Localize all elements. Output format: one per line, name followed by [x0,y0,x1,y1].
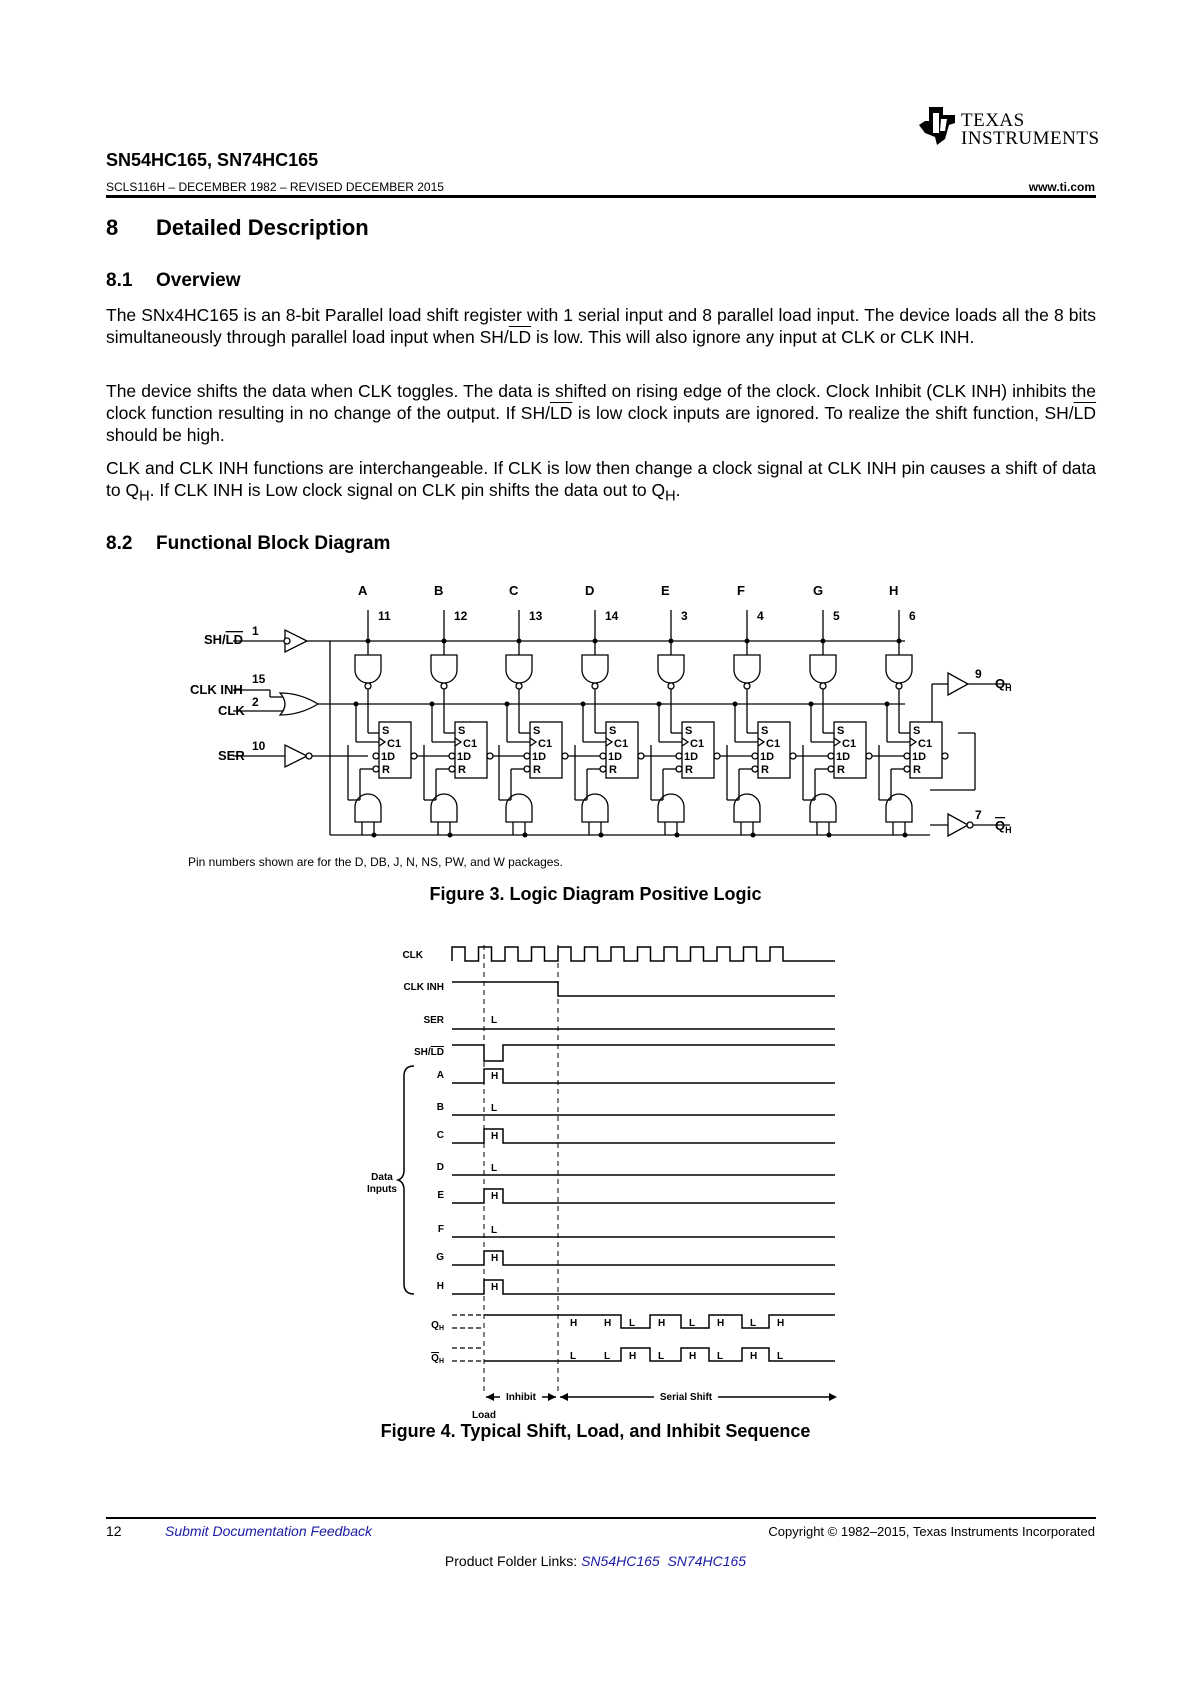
overview-paragraph-2: The device shifts the data when CLK toggles. The data is shifted on rising edge of the clock. Clock Inhibit (CLK INH) inhibits the clock function resulting in no change of the output. If $SH/\overline{LD}$ is low clock inputs are ignored. To realize the shift function, $SH/\overline{LD}$ should be high. [106,381,1097,445]
svg-text:S: S [913,725,921,737]
data-input-row [437,1162,835,1175]
data-inputs-label-2: Inputs [367,1184,397,1195]
svg-text:C1: C1 [766,738,781,750]
data-input-row [436,1251,835,1265]
footer-rule [106,1517,1096,1519]
svg-text:C1: C1 [387,738,402,750]
data-input-level: H [491,1282,499,1293]
data-input-level: H [491,1191,499,1202]
figure-3-caption: Figure 3. Logic Diagram Positive Logic [429,884,762,904]
output-level: H [717,1318,725,1329]
output-level: L [629,1318,636,1329]
clk-waveform [452,947,835,961]
section-heading: 8 Detailed Description [106,215,369,240]
data-pin-label: 11 [378,609,391,623]
output-level: L [750,1318,757,1329]
data-input-label: G [813,583,824,598]
svg-text:R: R [533,764,541,776]
svg-text:1D: 1D [457,751,472,763]
data-input-row [437,1189,835,1203]
product-link-sn54[interactable]: SN54HC165 [581,1553,660,1569]
data-input-level: H [491,1131,499,1142]
data-pin-label: 13 [529,609,543,623]
timing-label-qh: $Q_H$ [431,1320,444,1332]
data-input-label: B [436,1102,444,1113]
svg-text:S: S [837,725,845,737]
svg-text:1D: 1D [684,751,699,763]
data-input-label: D [585,583,595,598]
doc-title: SN54HC165, SN74HC165 [106,150,319,170]
data-input-level: L [491,1163,498,1174]
overview-heading: 8.1 Overview [106,270,241,291]
data-pin-label: 5 [833,609,840,623]
output-row [452,1315,835,1329]
copyright: Copyright © 1982–2015, Texas Instruments Incorporated [768,1524,1095,1539]
data-pin-label: 3 [681,609,688,623]
svg-text:C1: C1 [614,738,629,750]
output-level: L [604,1351,611,1362]
page-number: 12 [106,1523,122,1539]
svg-text:C1: C1 [842,738,857,750]
svg-text:C1: C1 [538,738,553,750]
svg-text:S: S [761,725,769,737]
svg-text:R: R [837,764,845,776]
svg-text:S: S [609,725,617,737]
inhibit-label: Inhibit [506,1392,536,1403]
clk-inh-label: CLK INH [190,682,243,697]
data-input-row [438,1224,835,1237]
clk-inh-pin: 15 [252,672,266,686]
qh-bar-label: $Q_H$ [995,818,1012,835]
output-row [452,1348,835,1362]
svg-text:1D: 1D [381,751,396,763]
data-input-label: C [436,1130,444,1141]
svg-text:C1: C1 [690,738,705,750]
data-input-level: L [491,1225,498,1236]
output-level: H [629,1351,637,1362]
sh-ld-label: SH/LD [204,632,244,647]
output-level: L [689,1318,696,1329]
doc-subtitle: SCLS116H – DECEMBER 1982 – REVISED DECEMBER 2015 [106,180,444,194]
svg-text:1D: 1D [836,751,851,763]
data-input-label: B [434,583,444,598]
data-input-label: D [436,1162,444,1173]
data-input-level: L [491,1103,498,1114]
output-level: H [689,1351,697,1362]
data-input-row [437,1069,835,1083]
timing-ser-level: L [491,1015,498,1026]
output-level: L [777,1351,784,1362]
data-input-row [437,1102,835,1115]
data-input-label: G [436,1252,444,1263]
output-level: H [604,1318,612,1329]
svg-text:C1: C1 [463,738,478,750]
output-level: H [570,1318,578,1329]
data-input-label: A [436,1070,444,1081]
svg-text:1D: 1D [532,751,547,763]
output-level: H [658,1318,666,1329]
figure-4-caption: Figure 4. Typical Shift, Load, and Inhibit Sequence [380,1421,811,1441]
overview-paragraph-3: CLK and CLK INH functions are interchangeable. If CLK is low then change a clock signal at CLK INH pin causes a shift of data to $Q_H$. If CLK INH is Low clock signal on CLK pin shifts the data out to $Q_H$. [106,458,1096,505]
timing-label-ser: SER [423,1015,444,1026]
data-input-level: H [491,1071,499,1082]
pin-note: Pin numbers shown are for the D, DB, J, N, NS, PW, and W packages. [188,855,563,869]
load-label: Load [472,1410,496,1420]
data-input-label: A [358,583,368,598]
data-input-label: C [509,583,519,598]
serial-shift-label: Serial Shift [659,1392,713,1403]
product-link-sn74[interactable]: SN74HC165 [667,1553,747,1569]
data-input-label: E [661,583,670,598]
svg-text:1D: 1D [760,751,775,763]
svg-text:R: R [761,764,769,776]
data-input-label: E [437,1190,444,1201]
ser-label: SER [218,748,245,763]
svg-text:S: S [458,725,466,737]
data-inputs-label-1: Data [371,1172,393,1183]
output-level: L [658,1351,665,1362]
data-pin-label: 14 [605,609,619,623]
data-input-row [437,1129,835,1143]
svg-text:R: R [913,764,921,776]
svg-text:R: R [685,764,693,776]
timing-label-qh-bar: $Q_H$ [431,1353,444,1365]
svg-text:S: S [533,725,541,737]
data-pin-label: 4 [757,609,764,623]
output-level: H [750,1351,758,1362]
product-folder-links: Product Folder Links: SN54HC165 SN74HC165 [444,1553,747,1569]
overview-paragraph-1: The SNx4HC165 is an 8-bit Parallel load shift register with 1 serial input and 8 parallel load input. The device loads all the 8 bits simultaneously through parallel load input when $SH/\overline{LD}$ is low. This will also ignore any input at CLK or CLK INH. [106,305,1096,347]
qh-bar-pin: 7 [975,808,982,822]
svg-text:S: S [685,725,693,737]
data-pin-label: 6 [909,609,916,623]
qh-label: $Q_H$ [995,676,1012,693]
data-input-label: F [737,583,745,598]
timing-label-clk: CLK [402,950,423,961]
timing-label-clk-inh: CLK INH [403,982,444,993]
logo-text-line2: INSTRUMENTS [961,128,1100,149]
data-input-label: H [436,1281,444,1292]
svg-text:1D: 1D [608,751,623,763]
output-level: L [717,1351,724,1362]
svg-text:R: R [382,764,390,776]
clk-label: CLK [218,703,245,718]
data-input-label: F [437,1224,444,1235]
ser-pin: 10 [252,739,266,753]
svg-text:S: S [382,725,390,737]
output-level: L [570,1351,577,1362]
clk-pin: 2 [252,695,259,709]
timing-label-sh-ld: SH/LD [413,1047,444,1058]
logo-text-line1: TEXAS [961,110,1025,131]
doc-url[interactable]: www.ti.com [1028,180,1095,194]
data-input-row [437,1280,835,1294]
feedback-link[interactable]: Submit Documentation Feedback [165,1523,372,1539]
data-input-level: H [491,1253,499,1264]
svg-text:R: R [458,764,466,776]
sh-ld-pin: 1 [252,624,259,638]
data-input-label: H [889,583,899,598]
svg-text:R: R [609,764,617,776]
data-pin-label: 12 [454,609,468,623]
qh-pin: 9 [975,667,982,681]
block-diagram-heading: 8.2 Functional Block Diagram [106,533,391,554]
svg-text:1D: 1D [912,751,927,763]
output-level: H [777,1318,785,1329]
svg-text:C1: C1 [918,738,933,750]
